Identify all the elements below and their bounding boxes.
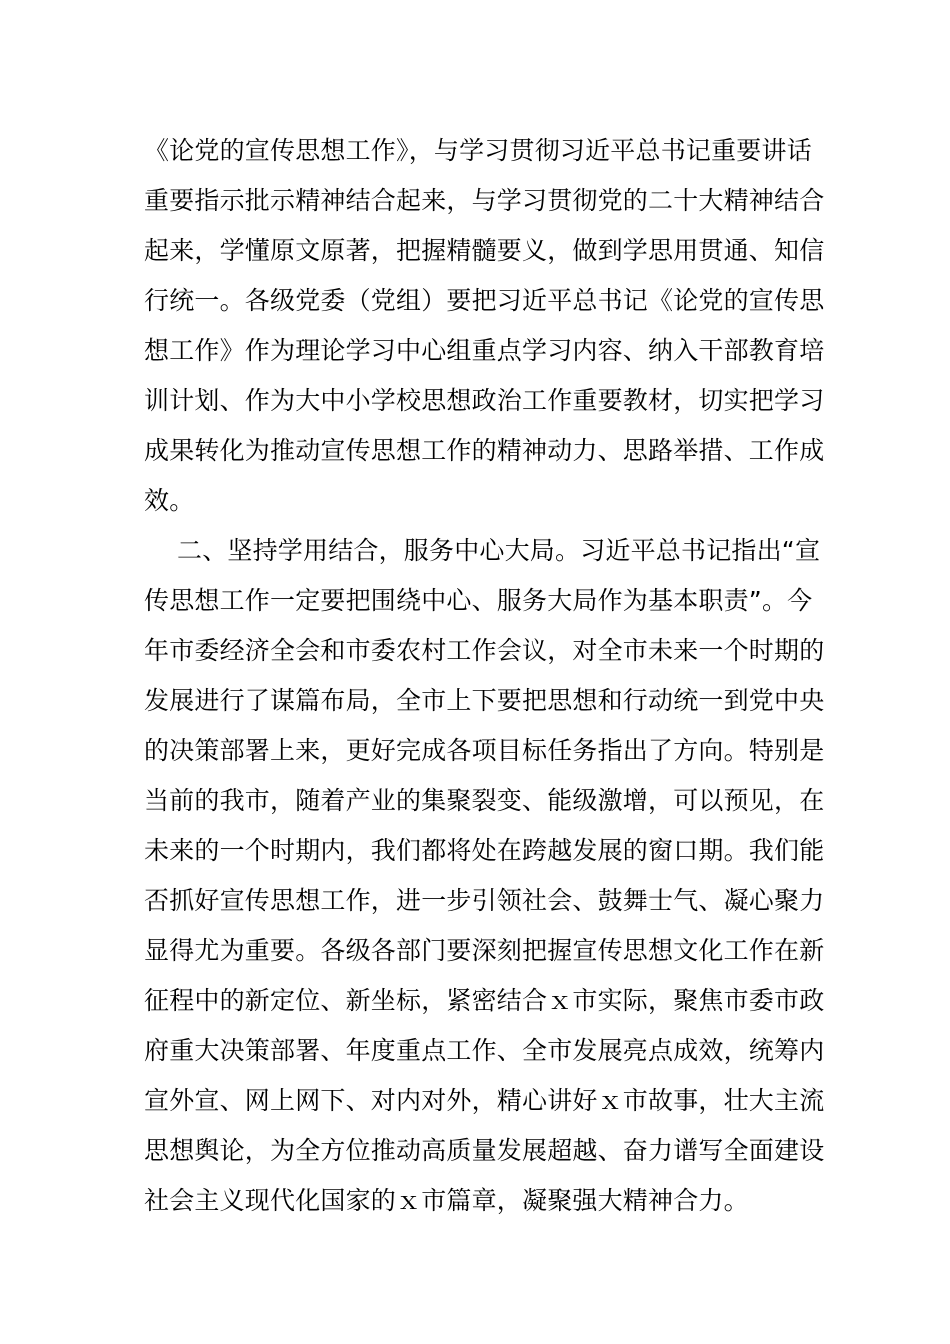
text-line: 显得尤为重要。各级各部门要深刻把握宣传思想文化工作在新: [144, 936, 825, 965]
section-heading-line: 二、坚持学用结合，服务中心大局。习近平总书记指出“宣: [177, 536, 821, 565]
text-line: 宣外宣、网上网下、对内对外，精心讲好ｘ市故事，壮大主流: [144, 1086, 825, 1115]
text-line: 成果转化为推动宣传思想工作的精神动力、思路举措、工作成: [144, 436, 825, 465]
text-line: 想工作》作为理论学习中心组重点学习内容、纳入干部教育培: [144, 336, 825, 365]
text-line: 训计划、作为大中小学校思想政治工作重要教材，切实把学习: [144, 386, 825, 415]
text-line: 《论党的宣传思想工作》，与学习贯彻习近平总书记重要讲话: [144, 136, 812, 165]
text-line: 效。: [144, 486, 195, 515]
text-line: 传思想工作一定要把围绕中心、服务大局作为基本职责”。今: [144, 586, 813, 615]
text-line: 当前的我市，随着产业的集聚裂变、能级激增，可以预见，在: [144, 786, 825, 815]
text-line: 年市委经济全会和市委农村工作会议，对全市未来一个时期的: [144, 636, 825, 665]
text-line: 行统一。各级党委（党组）要把习近平总书记《论党的宣传思: [144, 286, 825, 315]
text-line: 起来，学懂原文原著，把握精髓要义，做到学思用贯通、知信: [144, 236, 825, 265]
text-line: 的决策部署上来，更好完成各项目标任务指出了方向。特别是: [144, 736, 825, 765]
text-line: 社会主义现代化国家的ｘ市篇章，凝聚强大精神合力。: [144, 1186, 749, 1215]
text-line: 重要指示批示精神结合起来，与学习贯彻党的二十大精神结合: [144, 186, 825, 215]
text-line: 征程中的新定位、新坐标，紧密结合ｘ市实际，聚焦市委市政: [144, 986, 825, 1015]
text-line: 否抓好宣传思想工作，进一步引领社会、鼓舞士气、凝心聚力: [144, 886, 825, 915]
text-line: 府重大决策部署、年度重点工作、全市发展亮点成效，统筹内: [144, 1036, 825, 1065]
text-line: 思想舆论，为全方位推动高质量发展超越、奋力谱写全面建设: [144, 1136, 825, 1165]
text-line: 未来的一个时期内，我们都将处在跨越发展的窗口期。我们能: [144, 836, 825, 865]
text-line: 发展进行了谋篇布局，全市上下要把思想和行动统一到党中央: [144, 686, 825, 715]
body-text: [144, 126, 825, 1226]
